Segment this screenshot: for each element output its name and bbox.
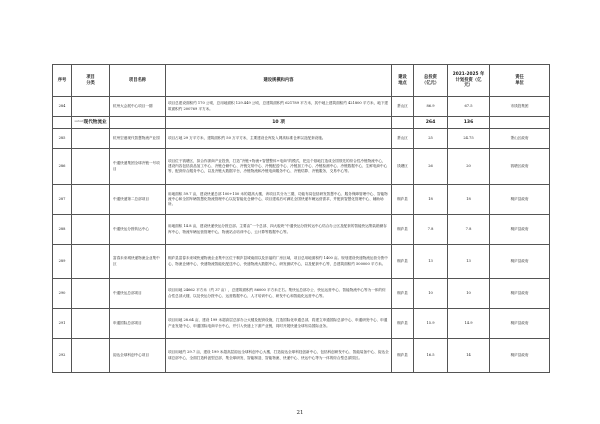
cell-name: 申通国际总部项目 (110, 309, 166, 339)
table-row (53, 97, 550, 117)
cell-total: 7.8 (414, 215, 448, 245)
cell-category (72, 97, 110, 117)
header-location: 建设 地点 (392, 65, 414, 97)
cell-planned: 67.5 (448, 97, 490, 117)
cell-name: 中通快运总部项目 (110, 279, 166, 309)
header-name: 项目名称 (110, 65, 166, 97)
section-label: 一一现代物流业 (72, 117, 110, 129)
cell-name: 中通快运分拨转运中心 (110, 215, 166, 245)
cell-planned: 13 (448, 245, 490, 279)
cell-name: 中通快递第二总部项目 (110, 185, 166, 215)
table-row (53, 309, 550, 339)
cell-owner: 桐庐县政府 (490, 279, 550, 309)
header-scale: 建设规模和内容 (166, 65, 392, 97)
table-row (53, 149, 550, 185)
cell-seq: 291 (53, 309, 72, 339)
section-total: 264 (414, 117, 448, 129)
section-count: 10 项 (166, 117, 392, 129)
cell-total: 10 (414, 279, 448, 309)
cell-owner: 市钱投集团 (490, 97, 550, 117)
table-row (53, 245, 550, 279)
cell-planned: 18 (448, 185, 490, 215)
cell-owner: 桐庐县政府 (490, 245, 550, 279)
cell-total: 18 (414, 185, 448, 215)
cell-owner: 桐庐县政府 (490, 309, 550, 339)
header-planned: 2021-2025 年 计划投资（亿 元） (448, 65, 490, 97)
cell-name: 韵达全球科创中心项目 (110, 339, 166, 373)
cell-seq: 292 (53, 339, 72, 373)
header-owner: 责任 单位 (490, 65, 550, 97)
cell-location: 桐庐县 (392, 245, 414, 279)
header-seq: 序号 (53, 65, 72, 97)
rows-body (53, 129, 550, 373)
cell-location: 萧山区 (392, 97, 414, 117)
cell-planned: 10 (448, 279, 490, 309)
cell-seq: 289 (53, 245, 72, 279)
cell-scale: 项目用地 28.64 亩，建设 199 米超高层总部办公大楼及配套设施，打造国际化申通总部，将建立申通国际总部中心、申通研发中心、申通产业发展中心、申通国际电商平台中心，并引入快递上下游产业链，同时开展快递全球布局国际业务。 (166, 309, 392, 339)
header-total: 总投资 （亿元） (414, 65, 448, 97)
cell-seq: 286 (53, 149, 72, 185)
cell-scale: 项目用地 24662 平方米（约 37 亩），总建筑面积约 86000 平方米左右。集快运总部办公、快运运营中心、智能物流中心等为一体的综合性总部大楼，以及快运分拨中心、运营数据中心、人才培训中心、研发中心和智能化运营中心等。 (166, 279, 392, 309)
cell-location: 钱塘区 (392, 149, 414, 185)
cell-seq: 284 (53, 97, 72, 117)
cell-location: 桐庐县 (392, 215, 414, 245)
cell-owner: 桐庐县政府 (490, 185, 550, 215)
cell-category (72, 215, 110, 245)
project-table (52, 64, 550, 373)
cell-planned: 24.75 (448, 129, 490, 149)
cell-planned: 7.8 (448, 215, 490, 245)
cell-location: 桐庐县 (392, 279, 414, 309)
section-empty-seq (53, 117, 72, 129)
table-row (53, 339, 550, 373)
section-empty-owner (490, 117, 550, 129)
cell-total: 25 (414, 129, 448, 149)
header-category: 项目 分类 (72, 65, 110, 97)
cell-total: 15.9 (414, 309, 448, 339)
cell-planned: 20 (448, 149, 490, 185)
section-empty-name (110, 117, 166, 129)
cell-owner: 桐庐县政府 (490, 339, 550, 373)
cell-location: 桐庐县 (392, 309, 414, 339)
cell-name: 中通快递集团全球冷链一号项目 (110, 149, 166, 185)
cell-total: 86.9 (414, 97, 448, 117)
cell-total: 16.5 (414, 339, 448, 373)
cell-name: 富春未来城快递物流企业集中区 (110, 245, 166, 279)
cell-scale: 项目用地约 29.7 亩，建设 199 米超高层韵达全球科创中心大楼，打造韵达全球科技创新中心，包括科创研发中心、智能装备中心、韵达全球总部中心，全面打造科创型总部，集全球研发、智能制造、智能物流、快递中心、快运中心等为一体的综合型总部园区。 (166, 339, 392, 373)
cell-planned: 14.9 (448, 309, 490, 339)
cell-owner: 钱塘区政府 (490, 149, 550, 185)
cell-owner: 萧山区政府 (490, 129, 550, 149)
cell-scale: 用地面积 14.8 亩，建设快递快运分拨总部。主要由“一个总部、四大板块”中通快运分拨转运中心结合办公区及配套的智能快运集装箱储存库中心，物流车辆运营管理中心，物流站点培训中心，云计算等数据中心等。 (166, 215, 392, 245)
cell-name: 杭州空港现代智慧物流产业园 (110, 129, 166, 149)
cell-total: 26 (414, 149, 448, 185)
cell-seq: 290 (53, 279, 72, 309)
cell-scale: 桐庐县富春未来城快递物流企业集中区位于桐庐县城南面以及崇福的厂房区域，项目总用地面积约 1400 亩。规划建设快递物流运营分拨中心，物流仓储中心，快递物流智能化配送中心，快递物流大数据中心，研发测试中心，以及配套中心等，总建筑面积约 500000 平方米。 (166, 245, 392, 279)
cell-location: 桐庐县 (392, 339, 414, 373)
cell-location: 桐庐县 (392, 185, 414, 215)
cell-seq: 287 (53, 185, 72, 215)
table-row (53, 129, 550, 149)
cell-planned: 14 (448, 339, 490, 373)
cell-name: 杭州大会展中心项目一期 (110, 97, 166, 117)
table-row (53, 279, 550, 309)
cell-category (72, 339, 110, 373)
cell-seq: 288 (53, 215, 72, 245)
cell-owner: 桐庐县政府 (490, 215, 550, 245)
cell-scale: 项目位于钱塘区，拟合作浙商产业投资，打造“冷链+物流+智慧整体+电商”的模式，把这个基地打造成全国领先的综合性冷链物流中心，建设内容包括食品加工中心、冷链仓储中心、冷链交易中心、冷链配送中心、冷链加工中心、冷链检测中心、冷链数据中心、生鲜电商中心等，配套综合服务中心，以及冷链大数据平台，冷链物流和冷链电商服务中心、冷链结算、冷链服务，交易中心等。 (166, 149, 392, 185)
cell-category (72, 309, 110, 339)
cell-category (72, 185, 110, 215)
cell-category (72, 149, 110, 185)
cell-seq: 285 (53, 129, 72, 149)
section-row (53, 117, 550, 129)
cell-location: 萧山区 (392, 129, 414, 149)
cell-scale: 项目总建设面积约 170 公顷，总用地面积 129.449 公顷，总建筑面积约 621789 平方米，其中地上建筑面积约 421800 平方米，地下建筑面积约 200769 平方米。 (166, 97, 392, 117)
cell-category (72, 245, 110, 279)
cell-total: 13 (414, 245, 448, 279)
cell-scale: 用地面积 59.7 亩，建设快递总部 100+150 米的超高大楼，该项目共分为三期，功能布局包括研发智慧中心、服务保障管理中心、智能物流中心和全国车辆智慧化物流管理中心以及智能化仓储中心，项目建成后可满足全国快递车辆运营需求，并配套智慧化管理中心、辅助场所。 (166, 185, 392, 215)
page-number: 21 (296, 410, 304, 416)
table-header-row (53, 65, 550, 97)
section-planned: 136 (448, 117, 490, 129)
cell-category (72, 279, 110, 309)
section-empty-location (392, 117, 414, 129)
cell-scale: 项目占地 29 万平方米，建筑面积约 50 万平方米，主要建设仓库及入网高标准仓库以及配套设施。 (166, 129, 392, 149)
cell-category (72, 129, 110, 149)
table-row (53, 215, 550, 245)
table-row (53, 185, 550, 215)
